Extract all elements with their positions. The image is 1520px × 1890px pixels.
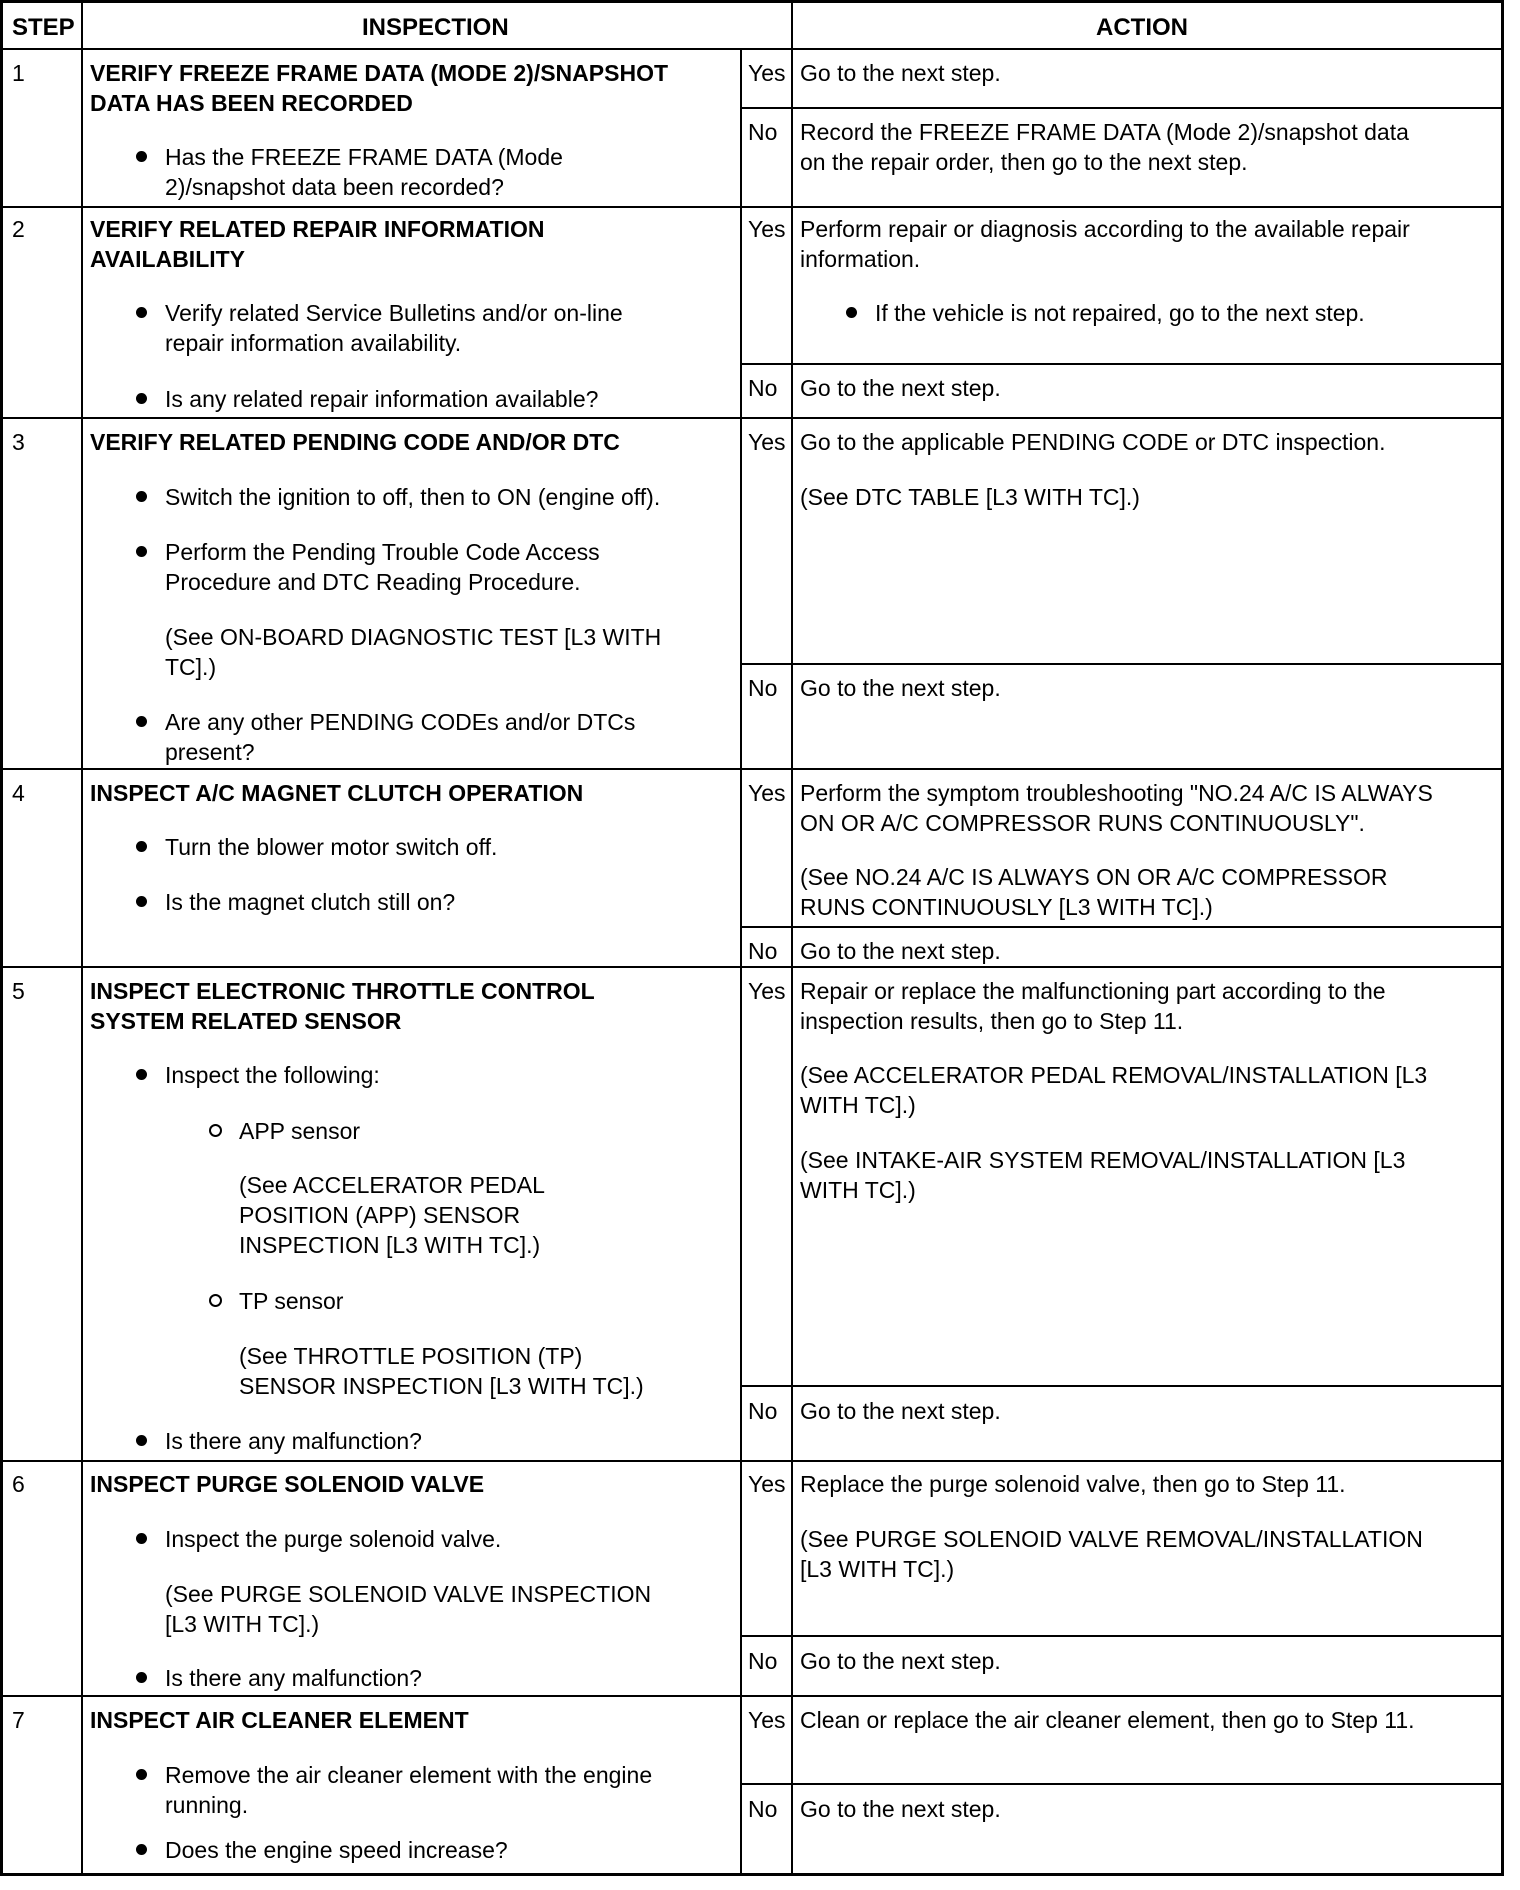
inspection-item: Is the magnet clutch still on? [165,889,456,915]
no-action: Go to the next step. [800,1796,1001,1822]
step-number: 7 [12,1707,25,1733]
row-divider [740,663,1501,665]
yes-label: Yes [748,1471,786,1497]
inspection-item: Perform the Pending Trouble Code Access [165,539,600,565]
reference-note: RUNS CONTINUOUSLY [L3 WITH TC].) [800,894,1213,920]
reference-note: (See THROTTLE POSITION (TP) [239,1343,583,1369]
step-number: 5 [12,978,25,1004]
inspection-item: present? [165,739,255,765]
step-title: VERIFY RELATED REPAIR INFORMATION [90,216,545,242]
sub-item: APP sensor [239,1118,361,1144]
inspection-item: Has the FREEZE FRAME DATA (Mode [165,144,563,170]
row-divider [740,107,1501,109]
sub-bullet-icon [209,1124,222,1137]
inspection-item: Does the engine speed increase? [165,1837,508,1863]
no-action: Go to the next step. [800,1398,1001,1424]
inspection-item: Is there any malfunction? [165,1428,422,1454]
yes-action: inspection results, then go to Step 11. [800,1008,1184,1034]
bullet-icon [136,151,147,162]
no-label: No [748,1648,778,1674]
bullet-icon [136,1533,147,1544]
reference-note: (See PURGE SOLENOID VALVE REMOVAL/INSTALLATION [800,1526,1423,1552]
reference-note: (See DTC TABLE [L3 WITH TC].) [800,484,1140,510]
reference-note: (See ON-BOARD DIAGNOSTIC TEST [L3 WITH [165,624,662,650]
inspection-item: Inspect the following: [165,1062,380,1088]
yes-label: Yes [748,1707,786,1733]
no-action: Go to the next step. [800,1648,1001,1674]
yes-action: Go to the applicable PENDING CODE or DTC inspection. [800,429,1386,455]
inspection-item: running. [165,1792,249,1818]
yes-action: Replace the purge solenoid valve, then go to Step 11. [800,1471,1346,1497]
yes-label: Yes [748,216,786,242]
column-divider [740,48,742,1873]
row-divider [3,966,1501,968]
bullet-icon [846,307,857,318]
no-label: No [748,375,778,401]
no-action: on the repair order, then go to the next step. [800,149,1248,175]
reference-note: POSITION (APP) SENSOR [239,1202,521,1228]
bullet-icon [136,491,147,502]
yes-label: Yes [748,780,786,806]
row-divider [740,363,1501,365]
step-number: 3 [12,429,25,455]
yes-label: Yes [748,60,786,86]
step-title: DATA HAS BEEN RECORDED [90,90,413,116]
reference-note: (See ACCELERATOR PEDAL REMOVAL/INSTALLATION [L3 [800,1062,1428,1088]
column-divider [81,3,83,1873]
reference-note: INSPECTION [L3 WITH TC].) [239,1232,541,1258]
reference-note: WITH TC].) [800,1177,916,1203]
bullet-icon [136,716,147,727]
row-divider [3,1460,1501,1462]
row-divider [3,768,1501,770]
step-title: VERIFY FREEZE FRAME DATA (MODE 2)/SNAPSHOT [90,60,669,86]
reference-note: WITH TC].) [800,1092,916,1118]
reference-note: (See INTAKE-AIR SYSTEM REMOVAL/INSTALLATION [L3 [800,1147,1406,1173]
yes-action: information. [800,246,921,272]
inspection-item: Switch the ignition to off, then to ON (engine off). [165,484,661,510]
column-divider [791,3,793,1873]
step-title: INSPECT A/C MAGNET CLUTCH OPERATION [90,780,584,806]
row-divider [3,1695,1501,1697]
inspection-item: Remove the air cleaner element with the engine [165,1762,653,1788]
reference-note: (See ACCELERATOR PEDAL [239,1172,545,1198]
inspection-item: Procedure and DTC Reading Procedure. [165,569,581,595]
row-divider [740,1635,1501,1637]
header-action: ACTION [1096,14,1188,41]
no-action: Record the FREEZE FRAME DATA (Mode 2)/snapshot data [800,119,1409,145]
inspection-item: Verify related Service Bulletins and/or on-line [165,300,623,326]
no-label: No [748,675,778,701]
no-label: No [748,119,778,145]
step-title: VERIFY RELATED PENDING CODE AND/OR DTC [90,429,620,455]
row-divider [740,926,1501,928]
step-title: SYSTEM RELATED SENSOR [90,1008,402,1034]
step-number: 1 [12,60,25,86]
inspection-item: Are any other PENDING CODEs and/or DTCs [165,709,636,735]
yes-action: Perform the symptom troubleshooting "NO.24 A/C IS ALWAYS [800,780,1433,806]
bullet-icon [136,1672,147,1683]
bullet-icon [136,1435,147,1446]
no-label: No [748,1796,778,1822]
bullet-icon [136,841,147,852]
bullet-icon [136,896,147,907]
yes-action: Perform repair or diagnosis according to the available repair [800,216,1410,242]
row-divider [740,1385,1501,1387]
row-divider [3,206,1501,208]
step-title: INSPECT PURGE SOLENOID VALVE [90,1471,485,1497]
reference-note: TC].) [165,654,217,680]
header-step: STEP [12,14,75,41]
yes-action: Repair or replace the malfunctioning part according to the [800,978,1386,1004]
step-number: 4 [12,780,25,806]
no-label: No [748,1398,778,1424]
reference-note: [L3 WITH TC].) [165,1611,320,1637]
inspection-item: Turn the blower motor switch off. [165,834,498,860]
no-label: No [748,938,778,964]
bullet-icon [136,1844,147,1855]
no-action: Go to the next step. [800,675,1001,701]
yes-action-bullet: If the vehicle is not repaired, go to the next step. [875,300,1365,326]
bullet-icon [136,1769,147,1780]
yes-action: Go to the next step. [800,60,1001,86]
inspection-item: repair information availability. [165,330,462,356]
reference-note: (See NO.24 A/C IS ALWAYS ON OR A/C COMPRESSOR [800,864,1388,890]
no-action: Go to the next step. [800,938,1001,964]
bullet-icon [136,393,147,404]
step-title: AVAILABILITY [90,246,246,272]
reference-note: [L3 WITH TC].) [800,1556,955,1582]
yes-label: Yes [748,978,786,1004]
reference-note: SENSOR INSPECTION [L3 WITH TC].) [239,1373,644,1399]
step-title: INSPECT ELECTRONIC THROTTLE CONTROL [90,978,595,1004]
inspection-item: Inspect the purge solenoid valve. [165,1526,502,1552]
step-title: INSPECT AIR CLEANER ELEMENT [90,1707,469,1733]
yes-action: ON OR A/C COMPRESSOR RUNS CONTINUOUSLY". [800,810,1365,836]
yes-label: Yes [748,429,786,455]
yes-action: Clean or replace the air cleaner element, then go to Step 11. [800,1707,1415,1733]
inspection-item: 2)/snapshot data been recorded? [165,174,504,200]
sub-item: TP sensor [239,1288,344,1314]
step-number: 6 [12,1471,25,1497]
inspection-item: Is there any malfunction? [165,1665,422,1691]
row-divider [740,1783,1501,1785]
inspection-item: Is any related repair information available? [165,386,599,412]
bullet-icon [136,1069,147,1080]
no-action: Go to the next step. [800,375,1001,401]
bullet-icon [136,307,147,318]
reference-note: (See PURGE SOLENOID VALVE INSPECTION [165,1581,652,1607]
row-divider [3,48,1501,50]
sub-bullet-icon [209,1294,222,1307]
row-divider [3,417,1501,419]
bullet-icon [136,546,147,557]
header-inspection: INSPECTION [362,14,509,41]
step-number: 2 [12,216,25,242]
